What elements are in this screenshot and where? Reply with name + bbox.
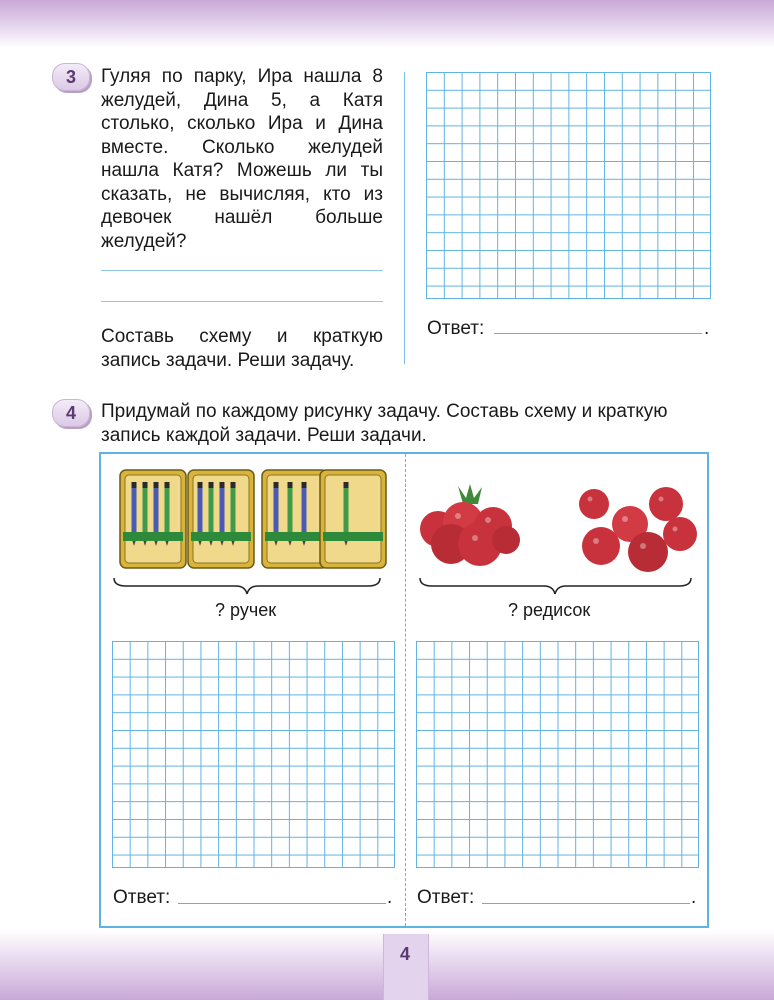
task-4-left-grid[interactable] xyxy=(112,641,395,868)
left-brace xyxy=(112,576,382,596)
task-3-write-line-1[interactable] xyxy=(101,270,383,271)
task-3-answer-label: Ответ: xyxy=(427,318,485,339)
task-3-divider xyxy=(404,72,405,364)
right-brace xyxy=(418,576,693,596)
task-3-number-badge: 3 xyxy=(52,63,90,91)
task-4-left-answer-line[interactable] xyxy=(178,903,386,904)
task-4-left-answer-dot: . xyxy=(387,887,393,908)
task-4-frame-divider xyxy=(405,454,406,926)
radish-icon xyxy=(418,484,698,579)
right-caption: ? редисок xyxy=(508,600,591,620)
task-4-text: Придумай по каждому рисунку задачу. Составь схему и краткую запись каждой задачи. Реши задачи. xyxy=(101,401,668,446)
task-4-right-grid[interactable] xyxy=(416,641,699,868)
task-3-answer-line[interactable] xyxy=(494,333,702,334)
task-4-right-answer-dot: . xyxy=(691,887,697,908)
task-4-number-badge: 4 xyxy=(52,399,90,427)
pencil-case-icon xyxy=(120,470,385,570)
task-3-text: Гуляя по парку, Ира нашла 8 желудей, Дина 5, а Катя столько, сколько Ира и Дина вместе. Сколько желудей нашла Катя? Можешь ли ты сказать, не вычисляя, кто из девочек нашёл больше желудей? xyxy=(101,66,383,252)
task-4-left-answer-label: Ответ: xyxy=(113,887,171,908)
task-3-instruction: Составь схему и краткую запись задачи. Реши задачу. xyxy=(101,326,383,371)
top-decorative-band xyxy=(0,0,774,48)
task-4-right-answer-label: Ответ: xyxy=(417,887,475,908)
task-3-write-line-2[interactable] xyxy=(101,301,383,302)
task-3-grid[interactable] xyxy=(426,72,711,299)
left-caption: ? ручек xyxy=(215,600,277,620)
task-3-answer-dot: . xyxy=(704,318,710,339)
task-4-right-answer-line[interactable] xyxy=(482,903,690,904)
page-number: 4 xyxy=(399,944,410,964)
